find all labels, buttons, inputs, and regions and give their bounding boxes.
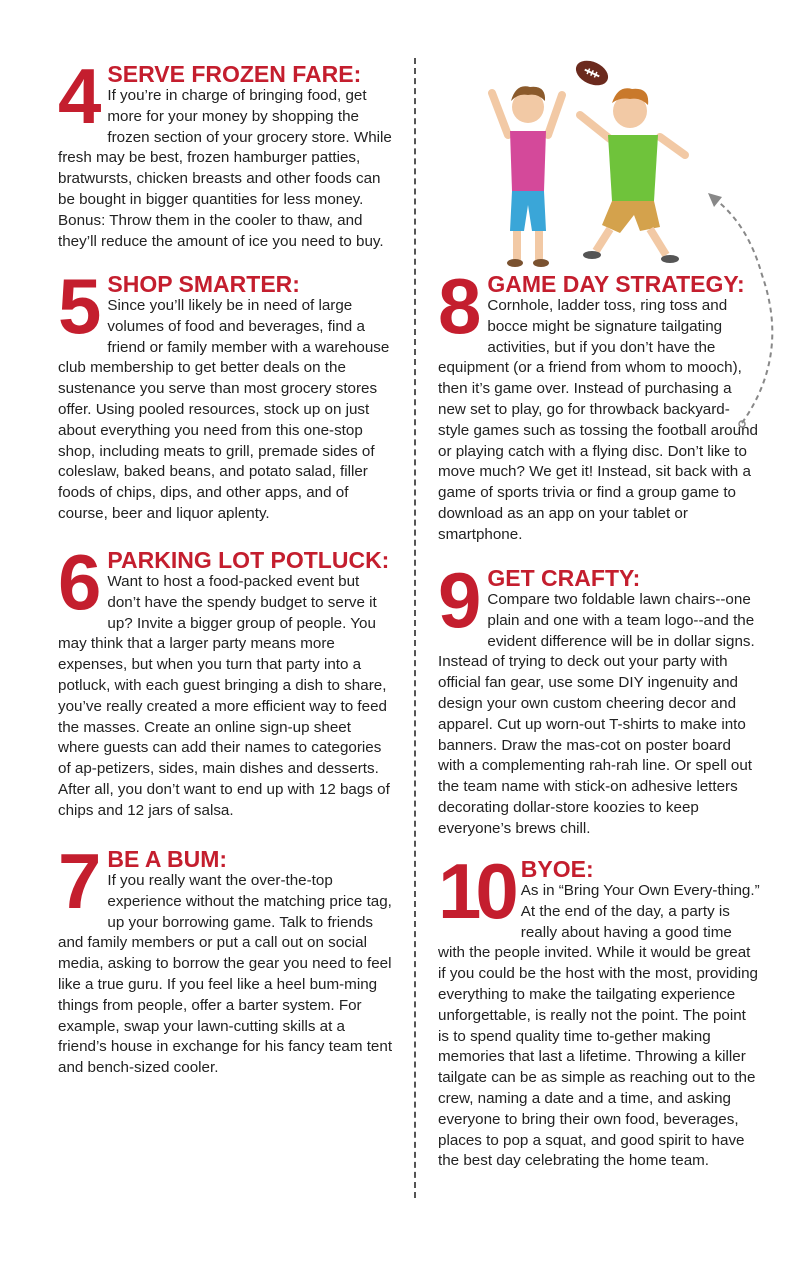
tip-number: 5: [58, 262, 100, 350]
tip-title: GET CRAFTY:: [487, 565, 641, 591]
tip-body: Since you’ll likely be in need of large volumes of food and beverages, find a friend or family member with a warehouse club membership to get better deals on the sustenance you serve than most grocery stores offer. Using pooled resources, stock up on just about everything you need from this one-stop shop, including meats to grill, premade sides of coleslaw, baked beans, and potato salad, filler foods of chips, dips, and other apps, and of course, beer and liquor aplenty.: [58, 297, 390, 522]
football-icon: [572, 56, 612, 90]
tip-title: BYOE:: [520, 856, 594, 882]
tip-title: SERVE FROZEN FARE:: [107, 61, 362, 87]
tip-number: 9: [438, 556, 480, 644]
player-right: [580, 88, 685, 263]
tip-9: [438, 556, 760, 840]
tip-10: [438, 847, 760, 1172]
tip-title: GAME DAY STRATEGY:: [487, 271, 745, 297]
player-left: [492, 86, 562, 267]
football-players-icon: [470, 55, 790, 435]
dashed-arrow-icon: [708, 193, 772, 427]
tip-body: Cornhole, ladder toss, ring toss and bocce might be signature tailgating activities, but if you don’t have the equipment (or a friend from whom to mooch), then it’s game over. Instead of purchasing a new set to play, go for throwback backyard-style games such as tossing the football around or playing catch with a flying disc. Don’t like to move much? We get it! Instead, sit back with a game of sports trivia or find a group game to download as an app on your tablet or smartphone.: [438, 297, 758, 543]
tip-5: [58, 262, 396, 525]
tip-7: [58, 837, 396, 1079]
tip-number: 10: [438, 847, 513, 935]
tip-4: [58, 52, 396, 252]
column-divider: [414, 58, 416, 1198]
tip-title: SHOP SMARTER:: [107, 271, 300, 297]
tip-title: BE A BUM:: [107, 846, 228, 872]
tip-body: Want to host a food-packed event but don’t have the spendy budget to serve it up? Invite a bigger group of people. You may think that a larger party means more expenses, but when you turn that party into a potluck, with each guest bringing a dish to share, you’ve really created a more efficient way to feed the masses. Create an online sign-up sheet where guests can add their names to categories of ap-petizers, sides, main dishes and desserts. After all, you don’t want to end up with 12 bags of chips and 12 jars of salsa.: [58, 573, 390, 819]
tip-6: [58, 538, 396, 822]
tip-body: As in “Bring Your Own Every-thing.” At the end of the day, a party is really about having a good time with the people invited. While it would be great if you could be the host with the most, providing everything to make the tailgating experience unforgettable, is really not the point. The point is to spend quality time to-gether making memories that last a lifetime. Throwing a killer tailgate can be as simple as reaching out to the crew, naming a date and a time, and asking everyone to bring their own food, beverages, places to pop a squat, and good spirit to have the best day celebrating the home team.: [438, 882, 760, 1170]
tip-number: 6: [58, 538, 100, 626]
tip-number: 4: [58, 52, 100, 140]
tip-number: 8: [438, 262, 480, 350]
tip-body: Compare two foldable lawn chairs--one plain and one with a team logo--and the evident difference will be in dollar signs. Instead of trying to deck out your party with official fan gear, use some DIY ingenuity and design your own custom cheering decor and apparel. Cut up worn-out T-shirts to make into banners. Draw the mas-cot on poster board with a complementing rah-rah line. Or spell out the team name with stick-on adhesive letters decorating dollar-store koozies to keep everyone’s brews chill.: [438, 591, 755, 837]
tip-title: PARKING LOT POTLUCK:: [107, 547, 390, 573]
tip-body: If you’re in charge of bringing food, get more for your money by shopping the frozen section of your grocery store. While fresh may be best, frozen hamburger patties, bratwursts, chicken breasts and other foods can be bought in bigger quantities for less money. Bonus: Throw them in the cooler to thaw, and they’ll reduce the amount of ice you need to buy.: [58, 87, 392, 250]
tip-number: 7: [58, 837, 100, 925]
tip-body: If you really want the over-the-top experience without the matching price tag, up your borrowing game. Talk to friends and family members or put a call out on social media, asking to borrow the gear you need to feel like a true guru. If you feel like a heel bum-ming things from people, offer a barter system. For example, swap your lawn-cutting skills at a friend’s house in exchange for his fancy team tent and bench-sized cooler.: [58, 872, 393, 1077]
